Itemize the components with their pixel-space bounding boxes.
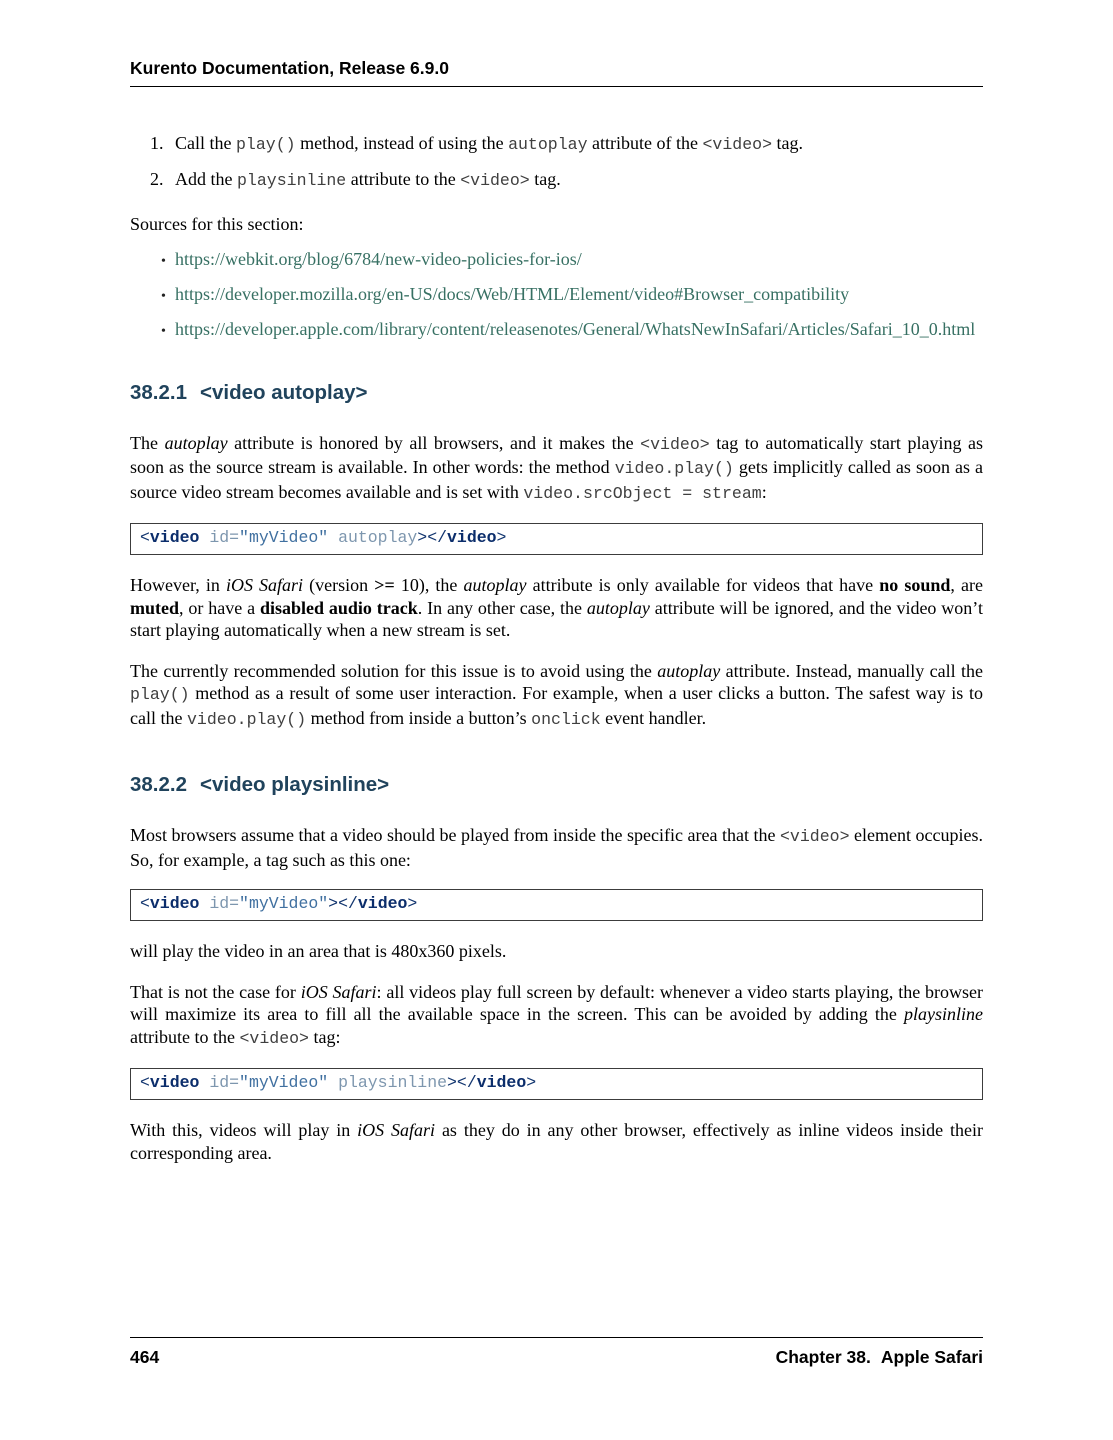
chapter-title: Apple Safari [880,1347,983,1367]
source-link-mozilla[interactable]: https://developer.mozilla.org/en-US/docs/Web/HTML/Element/video#Browser_compatibility [175,283,850,304]
chapter-label: Chapter 38. [775,1347,871,1367]
header-title: Kurento Documentation, Release 6.9.0 [130,58,449,78]
page-footer [130,1337,983,1368]
paragraph: However, in iOS Safari (version >= 10), the autoplay attribute is only available for videos that have no sound, are muted, or have a disabled audio track. In any other case, the autoplay attribute will be ignored, and the video won’t start playing automatically when a new stream is set. [130,575,983,640]
list-item [130,132,983,157]
code-block-plain: <video id="myVideo"></video> [130,889,983,921]
list-item [130,168,983,193]
page-number: 464 [130,1347,160,1367]
chapter-reference [776,1347,983,1368]
source-link-apple[interactable]: https://developer.apple.com/library/content/releasenotes/General/WhatsNewInSafari/Articles/Safari_10_0.html [175,318,976,339]
paragraph: Most browsers assume that a video should be played from inside the specific area that the <video> element occupies. So, for example, a tag such as this one: [130,825,983,870]
paragraph: The currently recommended solution for this issue is to avoid using the autoplay attribute. Instead, manually call the play() method as a result of some user interaction. For example, when a user clicks a button. The safest way is to call the video.play() method from inside a button’s onclick event handler. [130,660,983,729]
source-link-webkit[interactable]: https://webkit.org/blog/6784/new-video-policies-for-ios/ [175,248,582,269]
list-text: Add the playsinline attribute to the <video> tag. [175,168,561,190]
paragraph: The autoplay attribute is honored by all browsers, and it makes the <video> tag to automatically start playing as soon as the source stream is available. In other words: the method video.play() gets implicitly called as soon as a source video stream becomes available and is set with video.srcObject = stream: [130,432,983,503]
list-item [130,319,983,342]
code-block-autoplay: <video id="myVideo" autoplay></video> [130,523,983,555]
sources-list [130,249,983,342]
list-item [130,284,983,307]
sources-intro: Sources for this section: [130,214,304,234]
bullet-icon: • [161,288,166,304]
list-number: 1. [150,133,164,153]
list-item [130,249,983,272]
section-heading-autoplay [130,381,983,405]
section-title: <video autoplay> [200,380,368,404]
paragraph: That is not the case for iOS Safari: all videos play full screen by default: whenever a video starts playing, the browser will maximize its area to fill all the available space in the screen. This can be avoided by adding the playsinline attribute to the <video> tag: [130,981,983,1048]
paragraph: will play the video in an area that is 480x360 pixels. [130,941,507,961]
list-text: Call the play() method, instead of using the autoplay attribute of the <video> tag. [175,133,803,154]
section-title: <video playsinline> [200,773,390,796]
bullet-icon: • [161,253,166,269]
list-number: 2. [150,168,164,189]
page-header [130,0,983,87]
steps-list [130,132,983,192]
section-number: 38.2.1 [130,380,187,404]
code-block-playsinline: <video id="myVideo" playsinline></video> [130,1068,983,1100]
paragraph: With this, videos will play in iOS Safari as they do in any other browser, effectively as inline videos inside their corresponding area. [130,1120,983,1163]
section-number: 38.2.2 [130,773,187,796]
bullet-icon: • [161,323,166,339]
section-heading-playsinline [130,773,983,797]
